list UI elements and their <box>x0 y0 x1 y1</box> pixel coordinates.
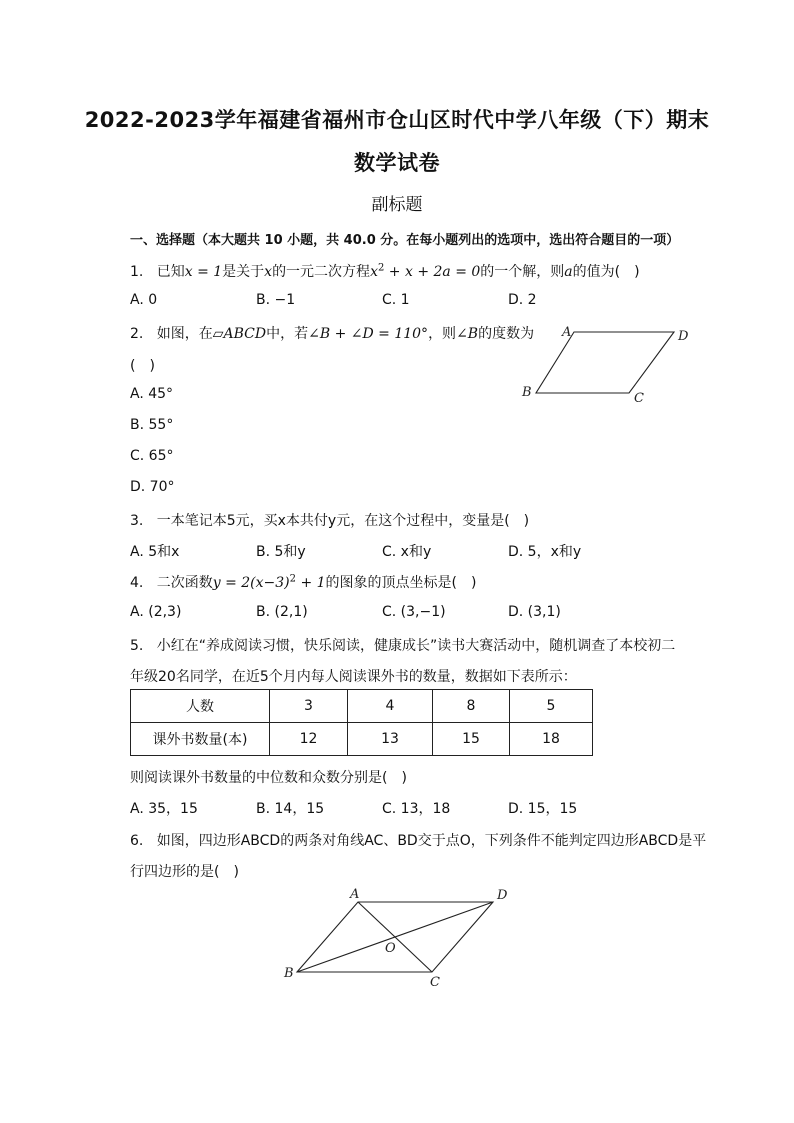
quadrilateral-diagram-q6 <box>280 882 520 992</box>
question-number: 3. <box>130 513 144 529</box>
q5-option-a[interactable]: A. 35，15 <box>130 801 198 817</box>
q4-math: y = 2(x−3) <box>212 575 290 591</box>
question-number: 2. <box>130 326 144 342</box>
vertex-label-a: A <box>562 325 572 340</box>
table-cell: 3 <box>270 690 348 723</box>
q4-option-b[interactable]: B. (2,1) <box>256 604 308 620</box>
table-cell: 18 <box>510 723 593 756</box>
q2-line2: ( ) <box>130 358 155 374</box>
q6-line1: 如图，四边形ABCD的两条对角线AC、BD交于点O，下列条件不能判定四边形ABCD是平 <box>156 833 707 849</box>
q3-option-b[interactable]: B. 5和y <box>256 544 306 560</box>
table-cell: 13 <box>348 723 433 756</box>
q1-option-b[interactable]: B. −1 <box>256 292 296 308</box>
q3-text: 一本笔记本5元，买x本共付y元，在这个过程中，变量是( ) <box>156 513 530 529</box>
table-cell: 5 <box>510 690 593 723</box>
q1-text: 的值为( ) <box>572 264 640 280</box>
reading-data-table <box>130 689 593 756</box>
vertex-label-a: A <box>350 887 360 902</box>
section-header: 一、选择题（本大题共 10 小题，共 40.0 分。在每小题列出的选项中，选出符合题目的一项） <box>130 233 680 248</box>
q5-option-b[interactable]: B. 14，15 <box>256 801 325 817</box>
q4-option-a[interactable]: A. (2,3) <box>130 604 182 620</box>
table-row <box>131 723 593 756</box>
q1-math: + x + 2a = 0 <box>384 264 481 280</box>
q1-option-c[interactable]: C. 1 <box>382 292 410 308</box>
q2-option-b[interactable]: B. 55° <box>130 417 174 433</box>
exam-title-line2: 数学试卷 <box>354 151 440 175</box>
q2-text: 的度数为 <box>478 326 535 342</box>
q2-option-d[interactable]: D. 70° <box>130 479 175 495</box>
table-cell: 人数 <box>131 690 270 723</box>
question-number: 1. <box>130 264 144 280</box>
q3-option-a[interactable]: A. 5和x <box>130 544 180 560</box>
q5-question: 则阅读课外书数量的中位数和众数分别是( ) <box>130 770 407 786</box>
q1-math: x <box>370 264 378 280</box>
q5-option-c[interactable]: C. 13，18 <box>382 801 451 817</box>
q2-text: ，则 <box>428 326 457 342</box>
q1-text: 已知 <box>156 264 185 280</box>
question-number: 4. <box>130 575 144 591</box>
question-number: 5. <box>130 638 144 654</box>
q2-text: 中，若 <box>266 326 309 342</box>
vertex-label-c: C <box>634 391 644 406</box>
intersection-label-o: O <box>385 941 396 956</box>
q1-text: 的一个解，则 <box>480 264 565 280</box>
q4-math: + 1 <box>296 575 326 591</box>
q5-line1: 小红在“养成阅读习惯，快乐阅读，健康成长”读书大赛活动中，随机调查了本校初二 <box>156 638 676 654</box>
q1-exponent: 2 <box>377 262 385 274</box>
q3-option-d[interactable]: D. 5，x和y <box>508 544 582 560</box>
question-2 <box>130 323 534 343</box>
q1-math: x <box>264 264 273 280</box>
table-cell: 15 <box>433 723 510 756</box>
q1-math: a <box>564 264 573 280</box>
diagonal-bd <box>297 902 493 972</box>
table-cell: 4 <box>348 690 433 723</box>
parallelogram-shape <box>536 332 674 393</box>
q3-option-c[interactable]: C. x和y <box>382 544 432 560</box>
q4-option-d[interactable]: D. (3,1) <box>508 604 561 620</box>
table-row <box>131 690 593 723</box>
vertex-label-d: D <box>497 888 508 903</box>
q4-text: 的图象的顶点坐标是( ) <box>325 575 477 591</box>
q5-option-d[interactable]: D. 15，15 <box>508 801 578 817</box>
question-1 <box>130 261 640 281</box>
table-cell: 12 <box>270 723 348 756</box>
q1-text: 的一元二次方程 <box>272 264 371 280</box>
question-6 <box>130 830 706 850</box>
table-cell: 8 <box>433 690 510 723</box>
question-number: 6. <box>130 833 144 849</box>
q4-exponent: 2 <box>289 573 296 585</box>
exam-title-line1: 2022-2023学年福建省福州市仓山区时代中学八年级（下）期末 <box>84 108 710 132</box>
vertex-label-b: B <box>522 385 532 400</box>
q5-line2: 年级20名同学，在近5个月内每人阅读课外书的数量，数据如下表所示： <box>130 669 577 685</box>
q2-text: 如图，在 <box>156 326 213 342</box>
vertex-label-b: B <box>284 966 294 981</box>
vertex-label-c: C <box>430 975 440 990</box>
q6-line2: 行四边形的是( ) <box>130 864 239 880</box>
question-4 <box>130 572 476 592</box>
q4-text: 二次函数 <box>156 575 213 591</box>
vertex-label-d: D <box>678 329 689 344</box>
q2-math: ▱ABCD <box>212 326 267 342</box>
question-5 <box>130 635 675 655</box>
q1-math: x = 1 <box>184 264 223 280</box>
parallelogram-diagram-q2 <box>510 318 700 410</box>
question-3 <box>130 510 529 530</box>
q1-option-a[interactable]: A. 0 <box>130 292 158 308</box>
q2-math: ∠B + ∠D = 110° <box>308 326 429 342</box>
q2-option-a[interactable]: A. 45° <box>130 386 174 402</box>
q2-option-c[interactable]: C. 65° <box>130 448 174 464</box>
q4-option-c[interactable]: C. (3,−1) <box>382 604 446 620</box>
exam-subtitle: 副标题 <box>371 195 423 215</box>
table-cell: 课外书数量(本) <box>131 723 270 756</box>
q1-option-d[interactable]: D. 2 <box>508 292 537 308</box>
q1-text: 是关于 <box>222 264 265 280</box>
q2-math: ∠B <box>456 326 479 342</box>
